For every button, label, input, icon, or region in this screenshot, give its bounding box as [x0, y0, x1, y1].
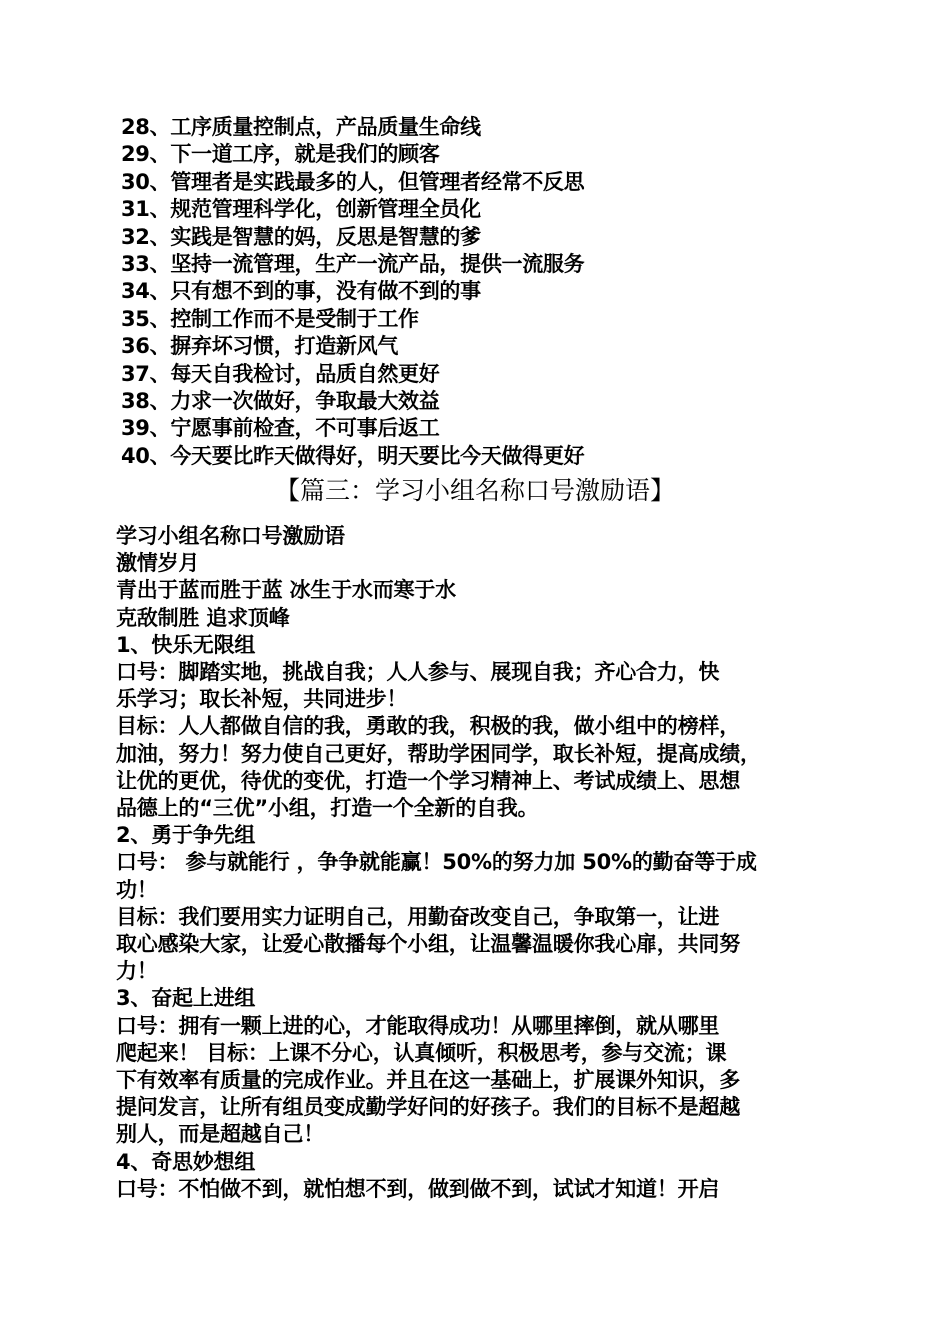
body-text: [116, 523, 846, 1203]
slogan-item: 34、只有想不到的事，没有做不到的事: [121, 279, 481, 304]
body-line: 品德上的“三优”小组，打造一个全新的自我。: [116, 796, 539, 821]
slogan-item: 30、管理者是实践最多的人，但管理者经常不反思: [121, 169, 585, 194]
slogan-item: 35、控制工作而不是受制于工作: [121, 306, 419, 331]
body-line: 青出于蓝而胜于蓝 冰生于水而寒于水: [116, 578, 456, 603]
body-line: 力！: [116, 959, 158, 984]
group-heading: 3、奋起上进组: [116, 986, 256, 1011]
body-line: 提问发言，让所有组员变成勤学好问的好孩子。我们的目标不是超越: [116, 1095, 740, 1120]
slogan-item: 32、实践是智慧的妈，反思是智慧的爹: [121, 224, 481, 249]
body-line: 目标：人人都做自信的我，勇敢的我，积极的我，做小组中的榜样，: [116, 714, 740, 739]
body-line: 别人，而是超越自己！: [116, 1122, 324, 1147]
body-line: 加油，努力！努力使自己更好，帮助学困同学，取长补短，提高成绩，: [116, 741, 761, 766]
slogan-item: 29、下一道工序，就是我们的顾客: [121, 142, 440, 167]
slogan-item: 31、规范管理科学化，创新管理全员化: [121, 197, 481, 222]
body-line: 功！: [116, 877, 158, 902]
group-heading: 2、勇于争先组: [116, 823, 256, 848]
slogan-item: 28、工序质量控制点，产品质量生命线: [121, 115, 481, 139]
slogan-item: 40、今天要比昨天做得好，明天要比今天做得更好: [121, 443, 585, 468]
slogan-item: 39、宁愿事前检查，不可事后返工: [121, 416, 440, 441]
section-heading: 【篇三：学习小组名称口号激励语】: [274, 476, 675, 505]
slogan-item: 37、每天自我检讨，品质自然更好: [121, 361, 440, 386]
slogan-item: 38、力求一次做好，争取最大效益: [121, 389, 440, 414]
body-line: 取心感染大家，让爱心散播每个小组，让温馨温暖你我心扉，共同努: [116, 932, 740, 957]
group-heading: 4、奇思妙想组: [116, 1149, 256, 1174]
body-line: 口号：不怕做不到，就怕想不到，做到做不到，试试才知道！开启: [116, 1176, 720, 1201]
body-line: 乐学习；取长补短，共同进步！: [116, 687, 408, 712]
body-line: 目标：我们要用实力证明自己，用勤奋改变自己，争取第一，让进: [116, 904, 720, 929]
body-line: 下有效率有质量的完成作业。并且在这一基础上，扩展课外知识，多: [116, 1068, 740, 1093]
body-line: 口号：拥有一颗上进的心，才能取得成功！从哪里摔倒，就从哪里: [116, 1013, 720, 1038]
body-line: 让优的更优，待优的变优，打造一个学习精神上、考试成绩上、思想: [116, 768, 740, 793]
body-line: 激情岁月: [116, 551, 200, 576]
body-line: 克敌制胜 追求顶峰: [116, 605, 290, 630]
slogan-item: 36、摒弃坏习惯，打造新风气: [121, 334, 399, 359]
slogan-item: 33、坚持一流管理，生产一流产品，提供一流服务: [121, 252, 585, 277]
body-line: 口号：脚踏实地，挑战自我；人人参与、展现自我；齐心合力，快: [116, 660, 720, 685]
slogan-list: [121, 114, 881, 470]
group-heading: 1、快乐无限组: [116, 632, 256, 657]
body-line: 口号： 参与就能行 ，争争就能赢！50%的努力加 50%的勤奋等于成: [116, 850, 757, 875]
body-line: 学习小组名称口号激励语: [116, 524, 345, 548]
body-line: 爬起来！ 目标：上课不分心，认真倾听，积极思考，参与交流；课: [116, 1040, 727, 1065]
